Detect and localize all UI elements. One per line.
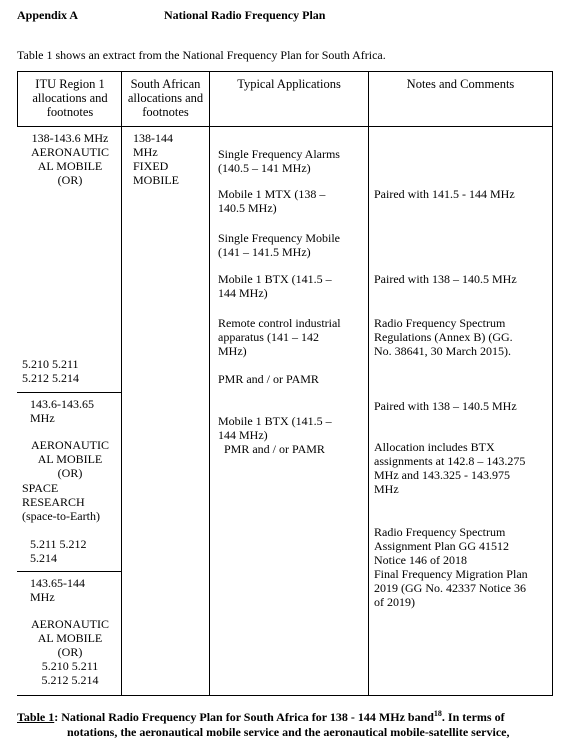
application-item: Mobile 1 BTX (141.5 – 144 MHz) bbox=[218, 272, 332, 300]
caption-text: : National Radio Frequency Plan for South Africa for 138 - 144 MHz band bbox=[54, 710, 434, 724]
application-item: Mobile 1 MTX (138 – 140.5 MHz) bbox=[218, 187, 326, 215]
table-border-top bbox=[17, 71, 553, 72]
header-divider bbox=[17, 126, 553, 127]
application-item: Remote control industrial apparatus (141 – 142 MHz) bbox=[218, 316, 341, 358]
note-item: Paired with 138 – 140.5 MHz bbox=[374, 272, 517, 286]
column-header-applications: Typical Applications bbox=[237, 77, 341, 91]
column-header-itu: ITU Region 1 allocations and footnotes bbox=[32, 77, 108, 119]
itu-allocation-aero-2: AERONAUTIC AL MOBILE (OR) bbox=[31, 438, 109, 480]
itu-freq-143-6: 143.6-143.65 MHz bbox=[30, 397, 94, 425]
application-item: PMR and / or PAMR bbox=[218, 372, 319, 386]
note-item: Radio Frequency Spectrum Assignment Plan GG 41512 Notice 146 of 2018 Final Frequency Migration Plan 2019 (GG No. 42337 Notice 36 of 2019) bbox=[374, 525, 528, 609]
itu-freq-143-65: 143.65-144 MHz bbox=[30, 576, 85, 604]
note-item: Paired with 141.5 - 144 MHz bbox=[374, 187, 515, 201]
appendix-label: Appendix A bbox=[17, 8, 79, 22]
table-border-right bbox=[552, 71, 553, 696]
intro-text: Table 1 shows an extract from the National Frequency Plan for South Africa. bbox=[17, 48, 386, 62]
footnote-ref[interactable]: 18 bbox=[433, 709, 442, 718]
caption-label: Table 1 bbox=[17, 710, 55, 724]
application-item: Mobile 1 BTX (141.5 – 144 MHz) PMR and / or PAMR bbox=[218, 414, 332, 456]
itu-allocation-aero-3: AERONAUTIC AL MOBILE (OR) 5.210 5.211 5.212 5.214 bbox=[31, 617, 109, 687]
column-divider-1 bbox=[121, 71, 122, 696]
column-header-sa: South African allocations and footnotes bbox=[127, 77, 204, 119]
column-divider-2 bbox=[209, 71, 210, 696]
application-item: Single Frequency Mobile (141 – 141.5 MHz) bbox=[218, 231, 340, 259]
note-item: Paired with 138 – 140.5 MHz bbox=[374, 399, 517, 413]
note-item: Radio Frequency Spectrum Regulations (Annex B) (GG. No. 38641, 30 March 2015). bbox=[374, 316, 513, 358]
application-item: Single Frequency Alarms (140.5 – 141 MHz) bbox=[218, 147, 340, 175]
itu-allocation-138-143-6: 138-143.6 MHz AERONAUTIC AL MOBILE (OR) bbox=[31, 131, 109, 187]
caption-line-2: notations, the aeronautical mobile service and the aeronautical mobile-satellite service, bbox=[67, 725, 510, 739]
note-item: Allocation includes BTX assignments at 142.8 – 143.275 MHz and 143.325 - 143.975 MHz bbox=[374, 440, 526, 496]
column-header-notes: Notes and Comments bbox=[406, 77, 515, 91]
itu-cell-divider-1 bbox=[17, 392, 121, 393]
itu-cell-divider-2 bbox=[17, 571, 121, 572]
itu-footnotes-1: 5.210 5.211 5.212 5.214 bbox=[22, 357, 79, 385]
table-caption bbox=[17, 710, 505, 724]
table-border-left bbox=[17, 71, 18, 127]
caption-text-end: . In terms of bbox=[441, 710, 505, 724]
itu-footnotes-2: 5.211 5.212 5.214 bbox=[30, 537, 87, 565]
page-title: National Radio Frequency Plan bbox=[164, 8, 326, 22]
itu-space-research: SPACE RESEARCH (space-to-Earth) bbox=[22, 481, 100, 523]
column-divider-3 bbox=[368, 71, 369, 696]
table-border-bottom bbox=[17, 695, 553, 696]
sa-allocation: 138-144 MHz FIXED MOBILE bbox=[133, 131, 179, 187]
